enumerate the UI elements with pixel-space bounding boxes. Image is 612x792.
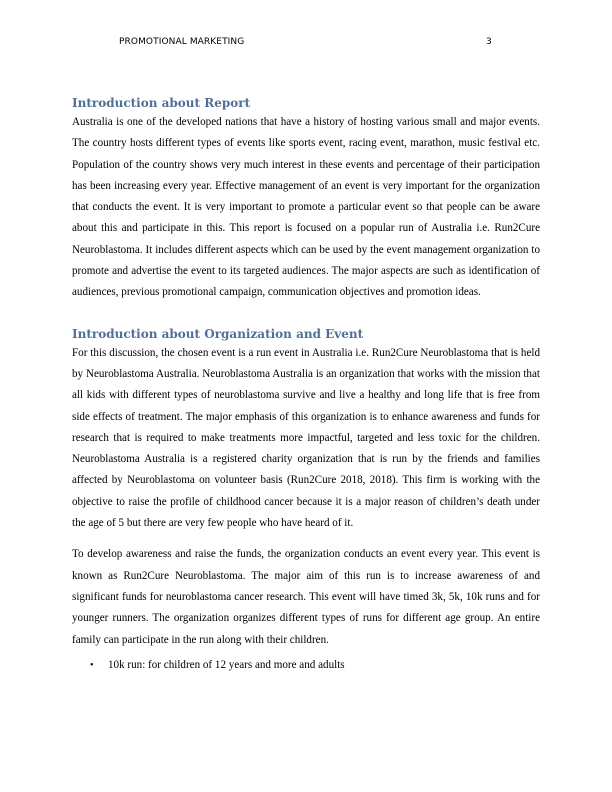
list-item [72,655,540,676]
body-paragraph: For this discussion, the chosen event is a run event in Australia i.e. Run2Cure Neuroblastoma that is held by Neuroblastoma Australia. Neuroblastoma Australia is an organization that works with the mission that all kids with different types of neuroblastoma survive and live a healthy and long life that is free from side effects of treatment. The major emphasis of this organization is to enhance awareness and funds for research that is required to make treatments more impactful, targeted and less toxic for the children. Neuroblastoma Australia is a registered charity organization that is run by the friends and families affected by Neuroblastoma on volunteer basis (Run2Cure 2018, 2018). This firm is working with the objective to raise the profile of childhood cancer because it is a major reason of children’s death under the age of 5 but there are very few people who have heard of it. [72,346,540,530]
bullet-icon: • [90,659,94,671]
section-organization-intro [72,325,540,676]
section-report-intro [72,94,540,304]
body-paragraph: To develop awareness and raise the funds, the organization conducts an event every year. This event is known as Run2Cure Neuroblastoma. The major aim of this run is to increase awareness of and significant funds for neuroblastoma cancer research. This event will have timed 3k, 5k, 10k runs and for younger runners. The organization organizes different types of runs for different age group. An entire family can participate in the run along with their children. [72,548,540,646]
body-paragraph: Australia is one of the developed nations that have a history of hosting various small and major events. The country hosts different types of events like sports event, racing event, marathon, music festival etc. Population of the country shows very much interest in these events and percentage of their participation has been increasing every year. Effective management of an event is very important for the organization that conducts the event. It is very important to promote a particular event so that people can be aware about this and participate in this. This report is focused on a popular run of Australia i.e. Run2Cure Neuroblastoma. It includes different aspects which can be used by the event management organization to promote and advertise the event to its targeted audiences. The major aspects are such as identification of audiences, previous promotional campaign, communication objectives and promotion ideas. [72,116,540,299]
page-content [72,94,540,676]
section-heading: Introduction about Organization and Event [72,326,364,341]
section-heading: Introduction about Report [72,96,251,110]
list-item-text: 10k run: for children of 12 years and more and adults [108,658,345,671]
page-number: 3 [486,37,492,47]
running-head: PROMOTIONAL MARKETING [119,37,245,47]
bullet-list [72,655,540,676]
